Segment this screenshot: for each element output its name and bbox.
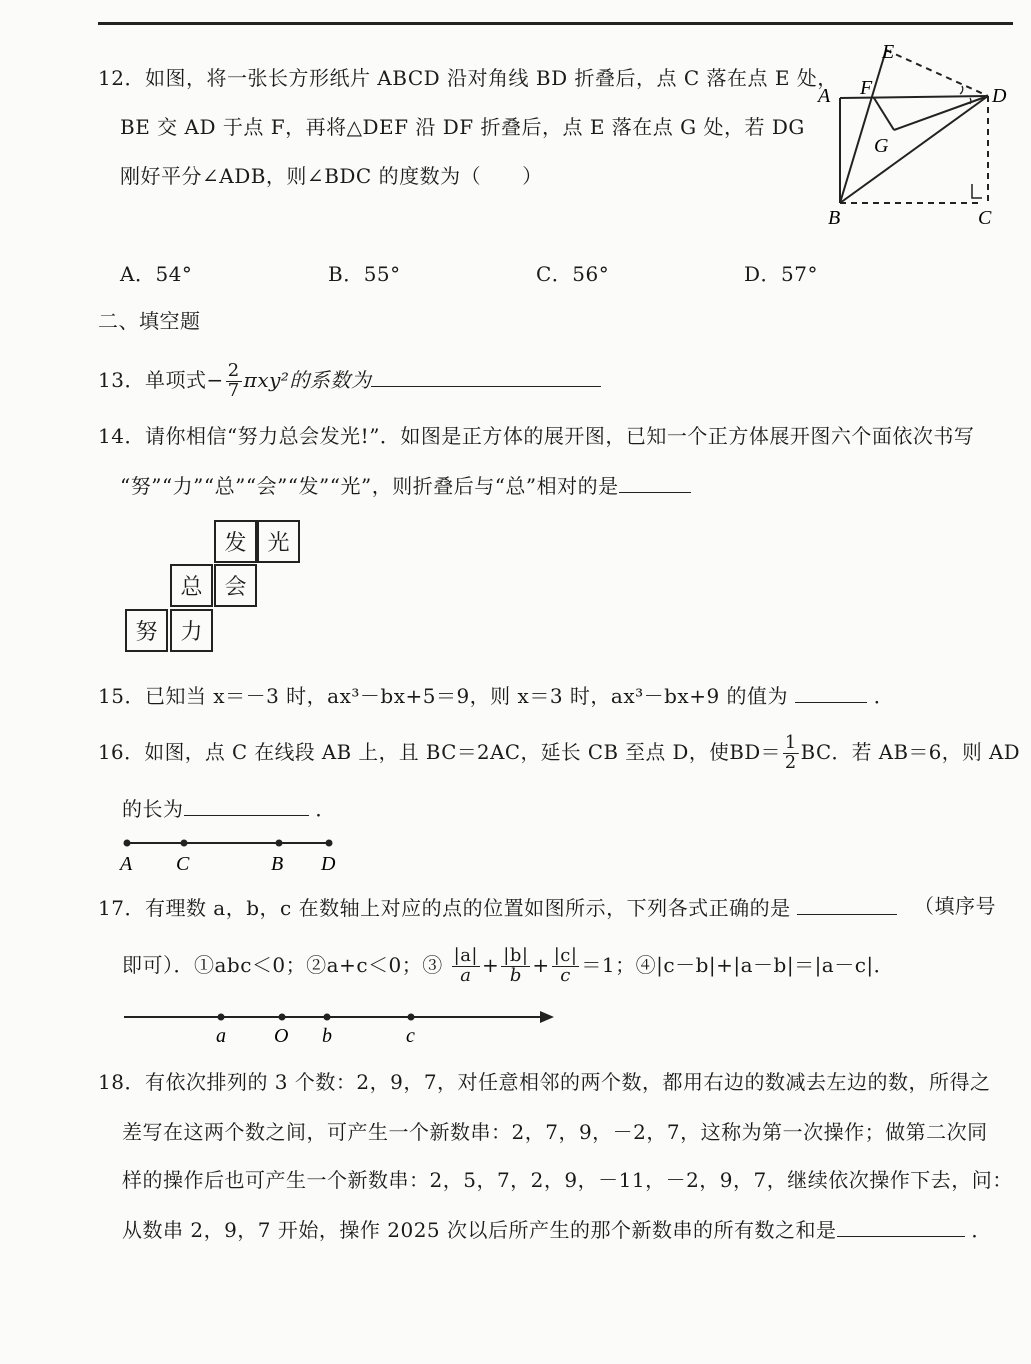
q14-answer-blank[interactable] <box>619 474 691 493</box>
q15-answer-blank[interactable] <box>795 684 867 703</box>
q12-option-c: C．56° <box>536 262 610 286</box>
q17-frac-b <box>501 947 530 986</box>
q16-label-d: D <box>321 853 336 875</box>
q12-option-b: B．55° <box>328 262 401 286</box>
net-cell-li: 力 <box>170 609 213 652</box>
q15-tail: ． <box>873 684 895 708</box>
q18-line1: 18．有依次排列的 3 个数：2，9，7，对任意相邻的两个数，都用右边的数减去左边的数，所得之 <box>98 1070 991 1094</box>
section-title: 二、填空题 <box>98 309 201 333</box>
q16-tail: ． <box>315 797 336 821</box>
q12-diagonal-bd <box>840 96 988 203</box>
q17-number-line <box>120 1004 560 1046</box>
q12-line-gd <box>894 96 988 130</box>
q15 <box>98 684 894 706</box>
q16-line2 <box>122 797 336 819</box>
q17-label-a: a <box>216 1025 226 1046</box>
q16-label-c: C <box>176 853 190 875</box>
q18-line3: 样的操作后也可产生一个新数串：2，5，7，2，9，－11，－2，9，7，继续依次操作下去，问： <box>122 1168 1013 1192</box>
q13-answer-blank[interactable] <box>371 368 601 387</box>
q17-label-b: b <box>322 1025 332 1046</box>
q16-point-c <box>181 840 188 847</box>
q17-line1-text: 17．有理数 a，b，c 在数轴上对应的点的位置如图所示，下列各式正确的是 <box>98 896 791 920</box>
q14-line2-text: “努”“力”“总”“会”“发”“光”，则折叠后与“总”相对的是 <box>120 474 619 498</box>
q12-label-a: A <box>818 85 831 107</box>
q14-line2 <box>120 474 691 496</box>
top-rule <box>98 22 1013 25</box>
q17-frac-b-den: b <box>509 965 522 986</box>
q12-label-c: C <box>978 207 992 229</box>
q13 <box>98 358 601 402</box>
q16-line1 <box>98 730 1020 774</box>
q12-line2: BE 交 AD 于点 F，再将△DEF 沿 DF 折叠后，点 E 落在点 G 处，若 DG <box>120 115 805 139</box>
q13-prefix: 13．单项式− <box>98 368 224 392</box>
net-cell-fa: 发 <box>214 520 257 563</box>
q12-figure <box>810 38 1020 233</box>
q18-line2: 差写在这两个数之间，可产生一个新数串：2，7，9，－2，7，这称为第一次操作；做第二次同 <box>122 1120 988 1144</box>
q16-line2-text: 的长为 <box>122 797 184 821</box>
net-cell-guang: 光 <box>257 520 300 563</box>
q12-label-d: D <box>992 85 1007 107</box>
q12-line-ed <box>886 50 988 96</box>
q12-label-g: G <box>874 135 889 157</box>
q17-frac-c-num: |c| <box>553 945 578 967</box>
q12-option-d: D．57° <box>744 262 818 286</box>
q12-label-b: B <box>828 207 841 229</box>
q18-line4 <box>122 1218 992 1240</box>
q12-label-f: F <box>860 77 873 99</box>
q17-label-o: O <box>274 1025 289 1046</box>
q16-segment-figure <box>118 832 348 878</box>
q17-frac-a-den: a <box>460 965 472 986</box>
net-cell-hui: 会 <box>214 564 257 607</box>
q13-frac-num: 2 <box>227 360 240 382</box>
q16-text-b: BC．若 AB＝6，则 AD <box>800 740 1021 764</box>
net-cell-zong: 总 <box>170 564 213 607</box>
q12-line3: 刚好平分∠ADB，则∠BDC 的度数为（ ） <box>120 164 543 188</box>
q12-line-fg <box>874 98 894 130</box>
q12-line-be <box>840 50 886 203</box>
q12-angle-mark-1 <box>960 86 963 94</box>
q17-line2-b: ＝1；④|c－b|+|a－b|＝|a－c|． <box>581 953 895 977</box>
net-cell-nu: 努 <box>125 609 168 652</box>
q16-point-a <box>124 840 131 847</box>
q17-line2-a: 即可）．①abc＜0；②a+c＜0；③ <box>122 953 443 977</box>
q17-point-o <box>279 1014 286 1021</box>
q18-line4-text: 从数串 2，9，7 开始，操作 2025 次以后所产生的那个新数串的所有数之和是 <box>122 1218 837 1242</box>
q12-right-angle <box>972 184 982 198</box>
q17-frac-c <box>552 947 580 986</box>
q17-frac-a-num: |a| <box>453 945 478 967</box>
q13-frac-den: 7 <box>227 380 240 401</box>
q18-tail: ． <box>971 1218 992 1242</box>
q16-frac-den: 2 <box>784 752 797 773</box>
q17-answer-blank[interactable] <box>797 896 897 915</box>
q17-frac-c-den: c <box>560 965 571 986</box>
q12-label-e: E <box>882 41 895 63</box>
q17-point-b <box>324 1014 331 1021</box>
q17-label-c: c <box>406 1025 415 1046</box>
q17-frac-a <box>452 947 480 986</box>
q12-line1: 12．如图，将一张长方形纸片 ABCD 沿对角线 BD 折叠后，点 C 落在点 E 处， <box>98 66 838 90</box>
q18-answer-blank[interactable] <box>837 1218 965 1237</box>
q13-fraction <box>226 362 242 401</box>
q14-line1: 14．请你相信“努力总会发光!”．如图是正方体的展开图，已知一个正方体展开图六个面依次书写 <box>98 424 975 448</box>
q16-answer-blank[interactable] <box>184 797 309 816</box>
q17-line1 <box>98 896 897 918</box>
q16-point-d <box>326 840 333 847</box>
q17-line2: 即可）．①abc＜0；②a+c＜0；③ $\frac{|a|}{a}$ + $\frac{|b|}{b}$ + $\frac{|c|}{c}$ ＝1；④|c－b|+|a－b|＝|a－c|． <box>122 945 895 986</box>
q16-text-a: 16．如图，点 C 在线段 AB 上，且 BC＝2AC，延长 CB 至点 D，使BD＝ <box>98 740 781 764</box>
q17-frac-b-num: |b| <box>503 945 529 967</box>
q16-label-a: A <box>120 853 133 875</box>
q16-point-b <box>276 840 283 847</box>
q16-label-b: B <box>271 853 284 875</box>
q13-expr: πxy²的系数为 <box>243 368 372 392</box>
q17-point-c <box>408 1014 415 1021</box>
q17-point-a <box>218 1014 225 1021</box>
q17-axis-arrow <box>540 1011 554 1023</box>
q12-option-a: A．54° <box>120 262 193 286</box>
q12-angle-mark-2 <box>970 98 971 104</box>
q16-frac-num: 1 <box>784 732 797 754</box>
q16-fraction <box>783 734 799 773</box>
q15-text: 15．已知当 x＝－3 时，ax³－bx+5＝9，则 x＝3 时，ax³－bx+9 的值为 <box>98 684 789 708</box>
q17-line1-tail: （填序号 <box>914 894 996 918</box>
